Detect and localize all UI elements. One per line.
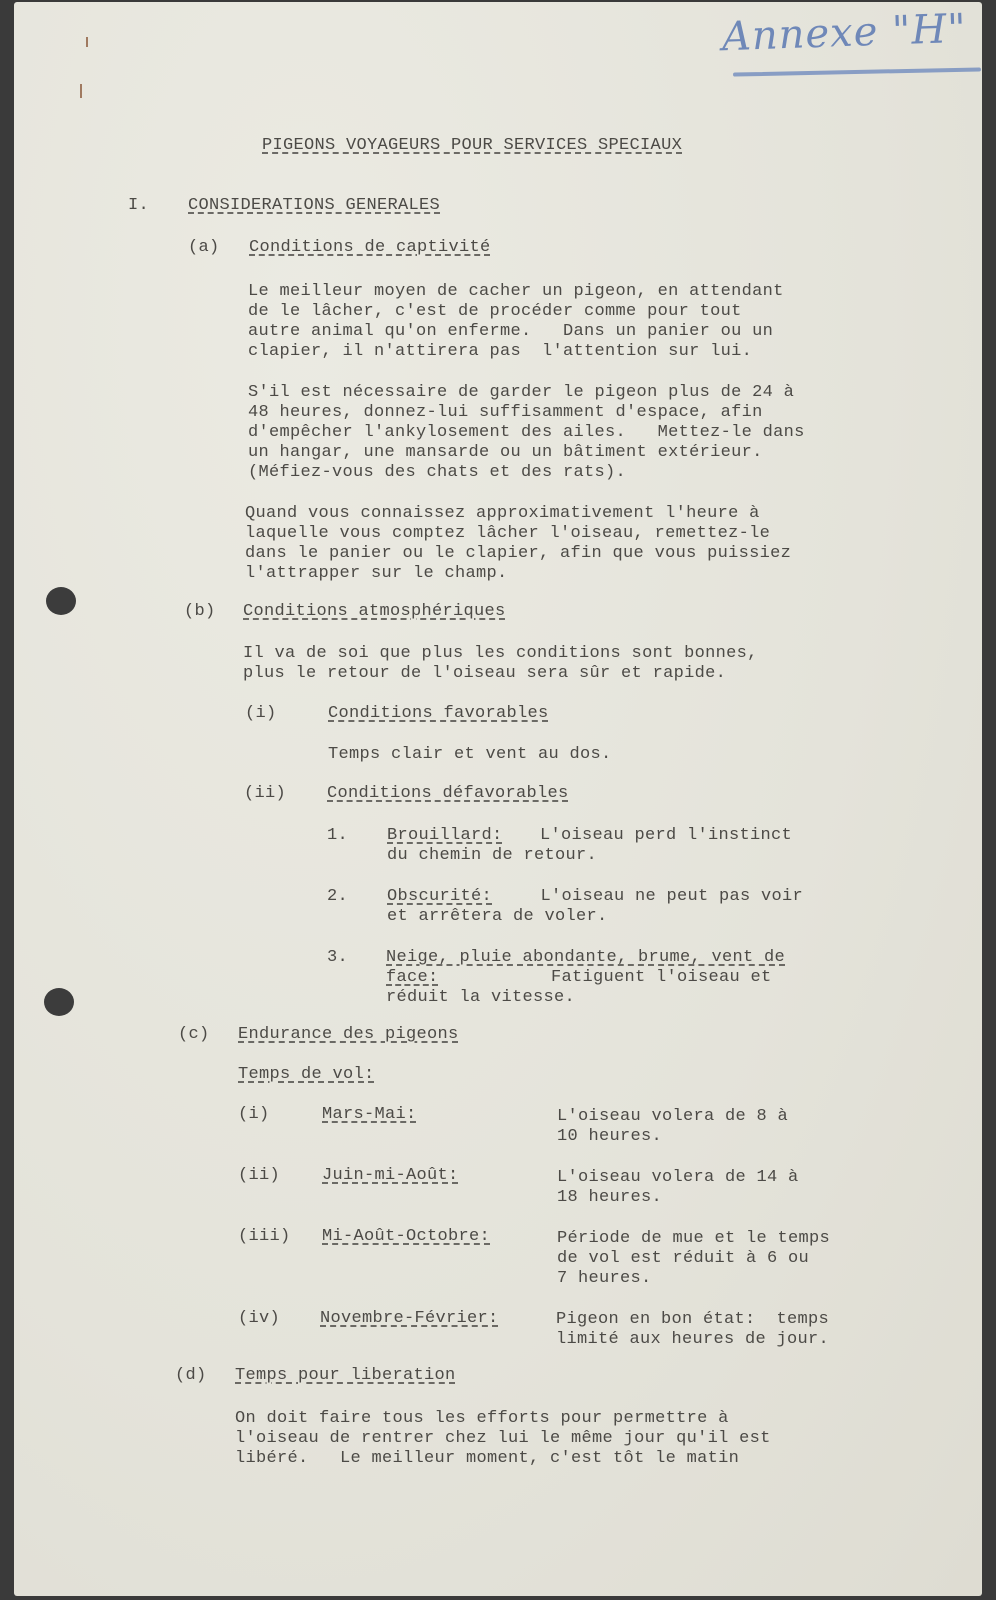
subsection-b-heading: Conditions atmosphériques (243, 602, 506, 621)
list-text: du chemin de retour. (387, 846, 598, 865)
paragraph-line: On doit faire tous les efforts pour permettre à (235, 1409, 729, 1428)
subsection-a-heading: Conditions de captivité (249, 238, 491, 257)
section-heading: CONSIDERATIONS GENERALES (188, 196, 441, 215)
punch-hole (46, 587, 76, 615)
paragraph-line: Le meilleur moyen de cacher un pigeon, en attendant (248, 282, 784, 301)
row-period: Mars-Mai: (322, 1105, 417, 1124)
list-term: face: (386, 968, 439, 987)
row-desc: Période de mue et le temps (557, 1229, 831, 1248)
row-period: Novembre-Février: (320, 1309, 499, 1328)
list-term: Brouillard: (387, 826, 503, 845)
list-term: Obscurité: (387, 887, 493, 906)
paragraph-line: dans le panier ou le clapier, afin que vous puissiez (245, 544, 792, 563)
flight-time-heading: Temps de vol: (238, 1065, 375, 1084)
subsection-b-label: (b) (184, 602, 216, 621)
paragraph-line: Il va de soi que plus les conditions sont bonnes, (243, 644, 758, 663)
paragraph-line: l'oiseau de rentrer chez lui le même jour qu'il est (235, 1429, 771, 1448)
list-text: et arrêtera de voler. (387, 907, 608, 926)
list-text: L'oiseau perd l'instinct (519, 826, 793, 845)
paragraph-line: libéré. Le meilleur moment, c'est tôt le matin (235, 1449, 740, 1468)
subsection-a-label: (a) (188, 238, 220, 257)
paragraph-line: de le lâcher, c'est de procéder comme pour tout (248, 302, 742, 321)
row-desc: 7 heures. (557, 1269, 652, 1288)
row-label: (i) (238, 1105, 270, 1124)
rust-mark (86, 37, 88, 47)
list-term: Neige, pluie abondante, brume, vent de (386, 948, 786, 967)
paragraph-line: d'empêcher l'ankylosement des ailes. Mettez-le dans (248, 423, 805, 442)
row-desc: de vol est réduit à 6 ou (557, 1249, 810, 1268)
paragraph-line: laquelle vous comptez lâcher l'oiseau, remettez-le (245, 524, 771, 543)
row-desc: L'oiseau volera de 14 à (557, 1168, 799, 1187)
list-number: 2. (327, 887, 349, 906)
paragraph-line: plus le retour de l'oiseau sera sûr et rapide. (243, 664, 727, 683)
paragraph-line: (Méfiez-vous des chats et des rats). (248, 463, 627, 482)
paragraph-line: un hangar, une mansarde ou un bâtiment extérieur. (248, 443, 763, 462)
row-label: (iv) (238, 1309, 281, 1328)
row-period: Juin-mi-Août: (322, 1166, 459, 1185)
list-text: réduit la vitesse. (386, 988, 576, 1007)
section-number: I. (128, 196, 150, 215)
paragraph-line: autre animal qu'on enferme. Dans un panier ou un (248, 322, 774, 341)
paragraph-line: l'attrapper sur le champ. (245, 564, 508, 583)
subsection-d-label: (d) (175, 1366, 207, 1385)
document-title: PIGEONS VOYAGEURS POUR SERVICES SPECIAUX (262, 136, 683, 155)
subsection-d-heading: Temps pour liberation (235, 1366, 456, 1385)
list-number: 3. (327, 948, 349, 967)
paragraph-line: Quand vous connaissez approximativement l'heure à (245, 504, 760, 523)
favorable-text: Temps clair et vent au dos. (328, 745, 612, 764)
rust-mark (80, 84, 82, 98)
row-desc: limité aux heures de jour. (556, 1330, 830, 1349)
paragraph-line: S'il est nécessaire de garder le pigeon plus de 24 à (248, 383, 795, 402)
row-desc: 18 heures. (557, 1188, 663, 1207)
favorable-label: (i) (245, 704, 277, 723)
handwritten-annotation: Annexe "H" (721, 5, 968, 61)
row-label: (iii) (238, 1227, 291, 1246)
row-desc: Pigeon en bon état: temps (556, 1310, 830, 1329)
row-label: (ii) (238, 1166, 281, 1185)
row-period: Mi-Août-Octobre: (322, 1227, 491, 1246)
paragraph-line: 48 heures, donnez-lui suffisamment d'espace, afin (248, 403, 763, 422)
subsection-c-label: (c) (178, 1025, 210, 1044)
list-text: Fatiguent l'oiseau et (446, 968, 772, 987)
unfavorable-label: (ii) (244, 784, 287, 803)
row-desc: 10 heures. (557, 1127, 663, 1146)
favorable-heading: Conditions favorables (328, 704, 549, 723)
punch-hole (44, 988, 74, 1016)
paragraph-line: clapier, il n'attirera pas l'attention sur lui. (248, 342, 753, 361)
row-desc: L'oiseau volera de 8 à (557, 1107, 789, 1126)
list-text: L'oiseau ne peut pas voir (509, 887, 804, 906)
subsection-c-heading: Endurance des pigeons (238, 1025, 459, 1044)
unfavorable-heading: Conditions défavorables (327, 784, 569, 803)
list-number: 1. (327, 826, 349, 845)
